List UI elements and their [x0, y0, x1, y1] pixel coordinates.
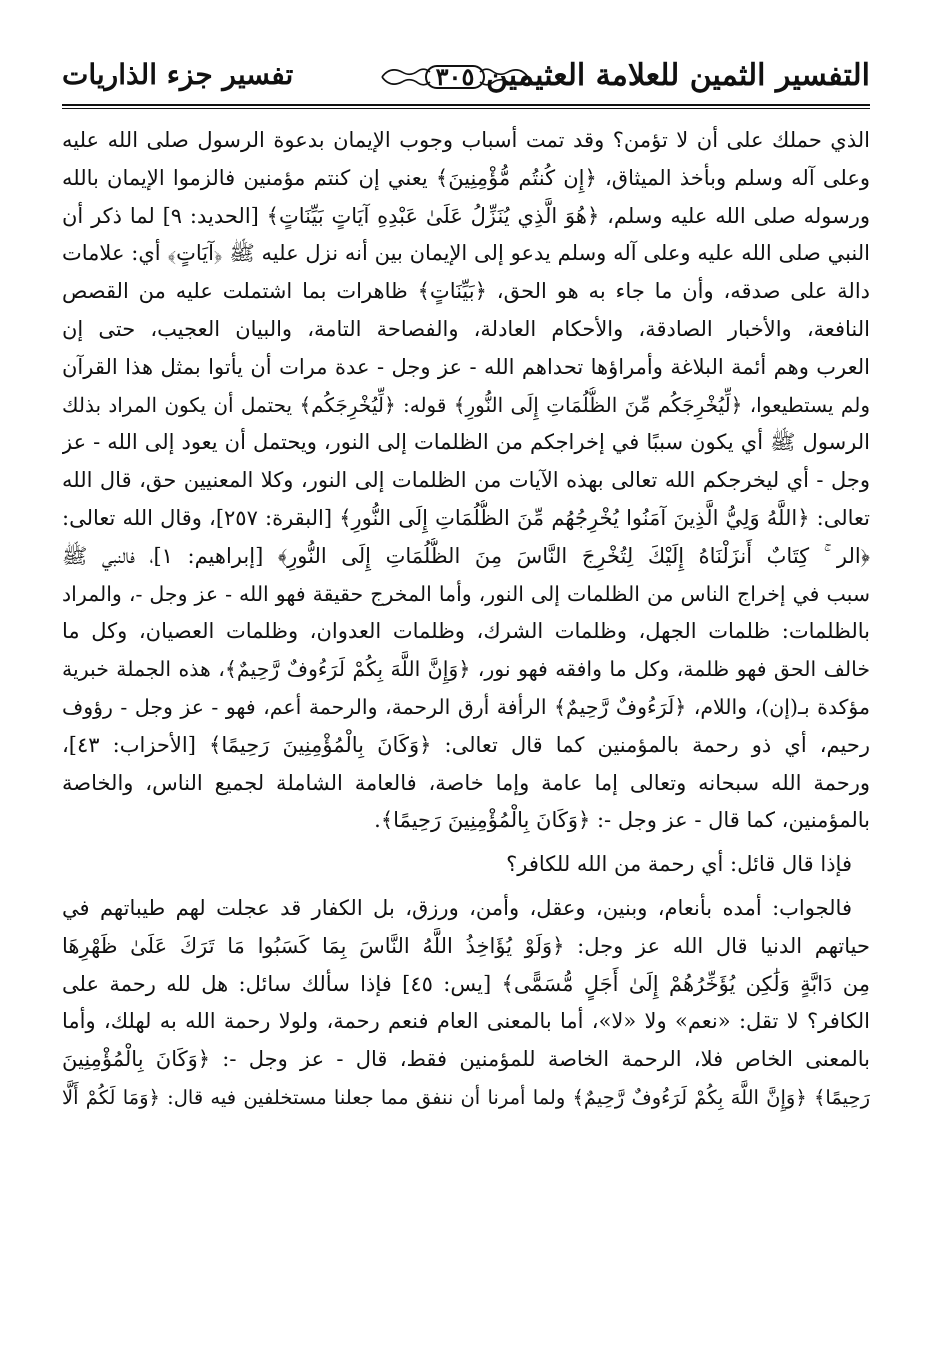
text-line: ﴿الر ۚ كِتَابٌ أَنزَلْنَاهُ إِلَيْكَ لِتُخْرِجَ النَّاسَ مِنَ الظُّلُمَاتِ إِلَى النُّورِ﴾ [إبراهيم: ١]، فالنبي ﷺ: [62, 543, 870, 568]
text-line: تعالى: ﴿اللَّهُ وَلِيُّ الَّذِينَ آمَنُوا يُخْرِجُهُم مِّنَ الظُّلُمَاتِ إِلَى النُّورِ﴾ [البقرة: ٢٥٧]، وقال الله تعالى:: [62, 505, 870, 530]
text-line: رَحِيمًا﴾ ﴿وَإِنَّ اللَّهَ بِكُمْ لَرَءُوفٌ رَّحِيمٌ﴾ ولما أمرنا أن ننفق مما جعلنا مستخلفين فيه قال: ﴿وَمَا لَكُمْ أَلَّا: [62, 1085, 870, 1109]
header-divider: [62, 104, 870, 106]
text-line: مِن دَابَّةٍ وَلَٰكِن يُؤَخِّرُهُمْ إِلَىٰ أَجَلٍ مُّسَمًّى﴾ [يس: ٤٥] فإذا سألك سائل: هل لله رحمة على: [62, 971, 870, 996]
book-title: التفسير الثمين للعلامة العثيمين: [485, 58, 870, 93]
paragraph: [62, 122, 870, 840]
text-line: ولم يستطيعوا، ﴿لِّيُخْرِجَكُم مِّنَ الظُّلُمَاتِ إِلَى النُّورِ﴾ قوله: ﴿لِّيُخْرِجَكُم﴾ يحتمل أن يكون المراد بذلك: [62, 392, 870, 417]
text-line: حياتهم الدنيا قال الله عز وجل: ﴿وَلَوْ يُؤَاخِذُ اللَّهُ النَّاسَ بِمَا كَسَبُوا مَا تَرَكَ عَلَىٰ ظَهْرِهَا: [62, 933, 870, 958]
page-number-ornament: [380, 62, 530, 92]
running-header: [62, 52, 870, 108]
header-divider-thin: [62, 108, 870, 109]
text-line: فإذا قال قائل: أي رحمة من الله للكافر؟: [506, 852, 852, 877]
text-line: بالظلمات: ظلمات الجهل، وظلمات الشرك، وظلمات العدوان، وظلمات العصيان، وكل ما: [62, 619, 870, 644]
text-line: وعلى آله وسلم وبأخذ الميثاق، ﴿إِن كُنتُم مُّؤْمِنِينَ﴾ يعني إن كنتم مؤمنين فالزموا الإيمان بالله: [62, 165, 870, 190]
text-line: دالة على صدقه، وأن ما جاء به هو الحق، ﴿بَيِّنَاتٍ﴾ ظاهرات بما اشتملت عليه من القصص: [62, 279, 870, 304]
text-line: وجل - أي ليخرجكم الله تعالى بهذه الآيات من الظلمات إلى النور، وكلا المعنيين حق، قال الله: [62, 468, 870, 493]
text-line: ورحمة الله سبحانه وتعالى إما عامة وإما خاصة، فالعامة الشاملة لجميع الناس، والخاصة: [62, 770, 870, 795]
paragraph: [62, 890, 870, 1117]
text-line: مؤكدة بـ(إن)، واللام، ﴿لَرَءُوفٌ رَّحِيمٌ﴾ الرأفة أرق الرحمة، والرحمة أعم، فهو - عز وجل - رؤوف: [62, 694, 870, 719]
text-line: رحيم، أي ذو رحمة بالمؤمنين كما قال تعالى: ﴿وَكَانَ بِالْمُؤْمِنِينَ رَحِيمًا﴾ [الأحزاب: ٤٣]،: [62, 732, 870, 757]
paragraph: [62, 846, 870, 884]
text-line: بالمعنى الخاص فلا، الرحمة الخاصة للمؤمنين فقط، قال - عز وجل -: ﴿وَكَانَ بِالْمُؤْمِنِينَ: [62, 1047, 870, 1072]
text-line: الرسول ﷺ أي يكون سببًا في إخراجكم من الظلمات إلى النور، ويحتمل أن يعود إلى الله - عز: [62, 430, 870, 455]
text-line: فالجواب: أمده بأنعام، وبنين، وعقل، وأمن، ورزق، بل الكفار قد عجلت لهم طيباتهم في: [62, 895, 852, 920]
text-line: سبب في إخراج الناس من الظلمات إلى النور، وأما المخرج حقيقة فهو الله - عز وجل -، والمراد: [62, 581, 870, 606]
text-line: الكافر؟ لا تقل: «نعم» ولا «لا»، أما بالمعنى العام فنعم رحمة، ولولا رحمة الله به لهلك، وأما: [62, 1009, 870, 1034]
section-title: تفسير جزء الذاريات: [62, 58, 294, 91]
text-line: العرب وهم أئمة البلاغة وأمراؤها تحداهم الله - عز وجل - عدة مرات أن يأتوا بمثل هذا القرآن: [62, 354, 870, 379]
body-text: [62, 122, 870, 1117]
page-number: ٣٠٥: [435, 62, 475, 91]
text-line: الذي حملك على أن لا تؤمن؟ وقد تمت أسباب وجوب الإيمان بدعوة الرسول صلى الله عليه: [62, 128, 870, 152]
text-line: ورسوله صلى الله عليه وسلم، ﴿هُوَ الَّذِي يُنَزِّلُ عَلَىٰ عَبْدِهِ آيَاتٍ بَيِّنَاتٍ﴾ [الحديد: ٩] لما ذكر أن: [62, 203, 870, 228]
text-line: بالمؤمنين، كما قال - عز وجل -: ﴿وَكَانَ بِالْمُؤْمِنِينَ رَحِيمًا﴾.: [374, 808, 870, 833]
text-line: خالف الحق فهو ظلمة، وكل ما وافقه فهو نور، ﴿وَإِنَّ اللَّهَ بِكُمْ لَرَءُوفٌ رَّحِيمٌ﴾، هذه الجملة خبرية: [62, 657, 870, 682]
text-line: النبي صلى الله عليه وعلى آله وسلم يدعو إلى الإيمان بين أنه نزل عليه ﷺ ﴿آيَاتٍ﴾ أي: علامات: [62, 241, 870, 266]
text-line: النافعة، والأخبار الصادقة، والأحكام العادلة، والفصاحة التامة، والبيان العجيب، حتى إن: [62, 316, 870, 341]
